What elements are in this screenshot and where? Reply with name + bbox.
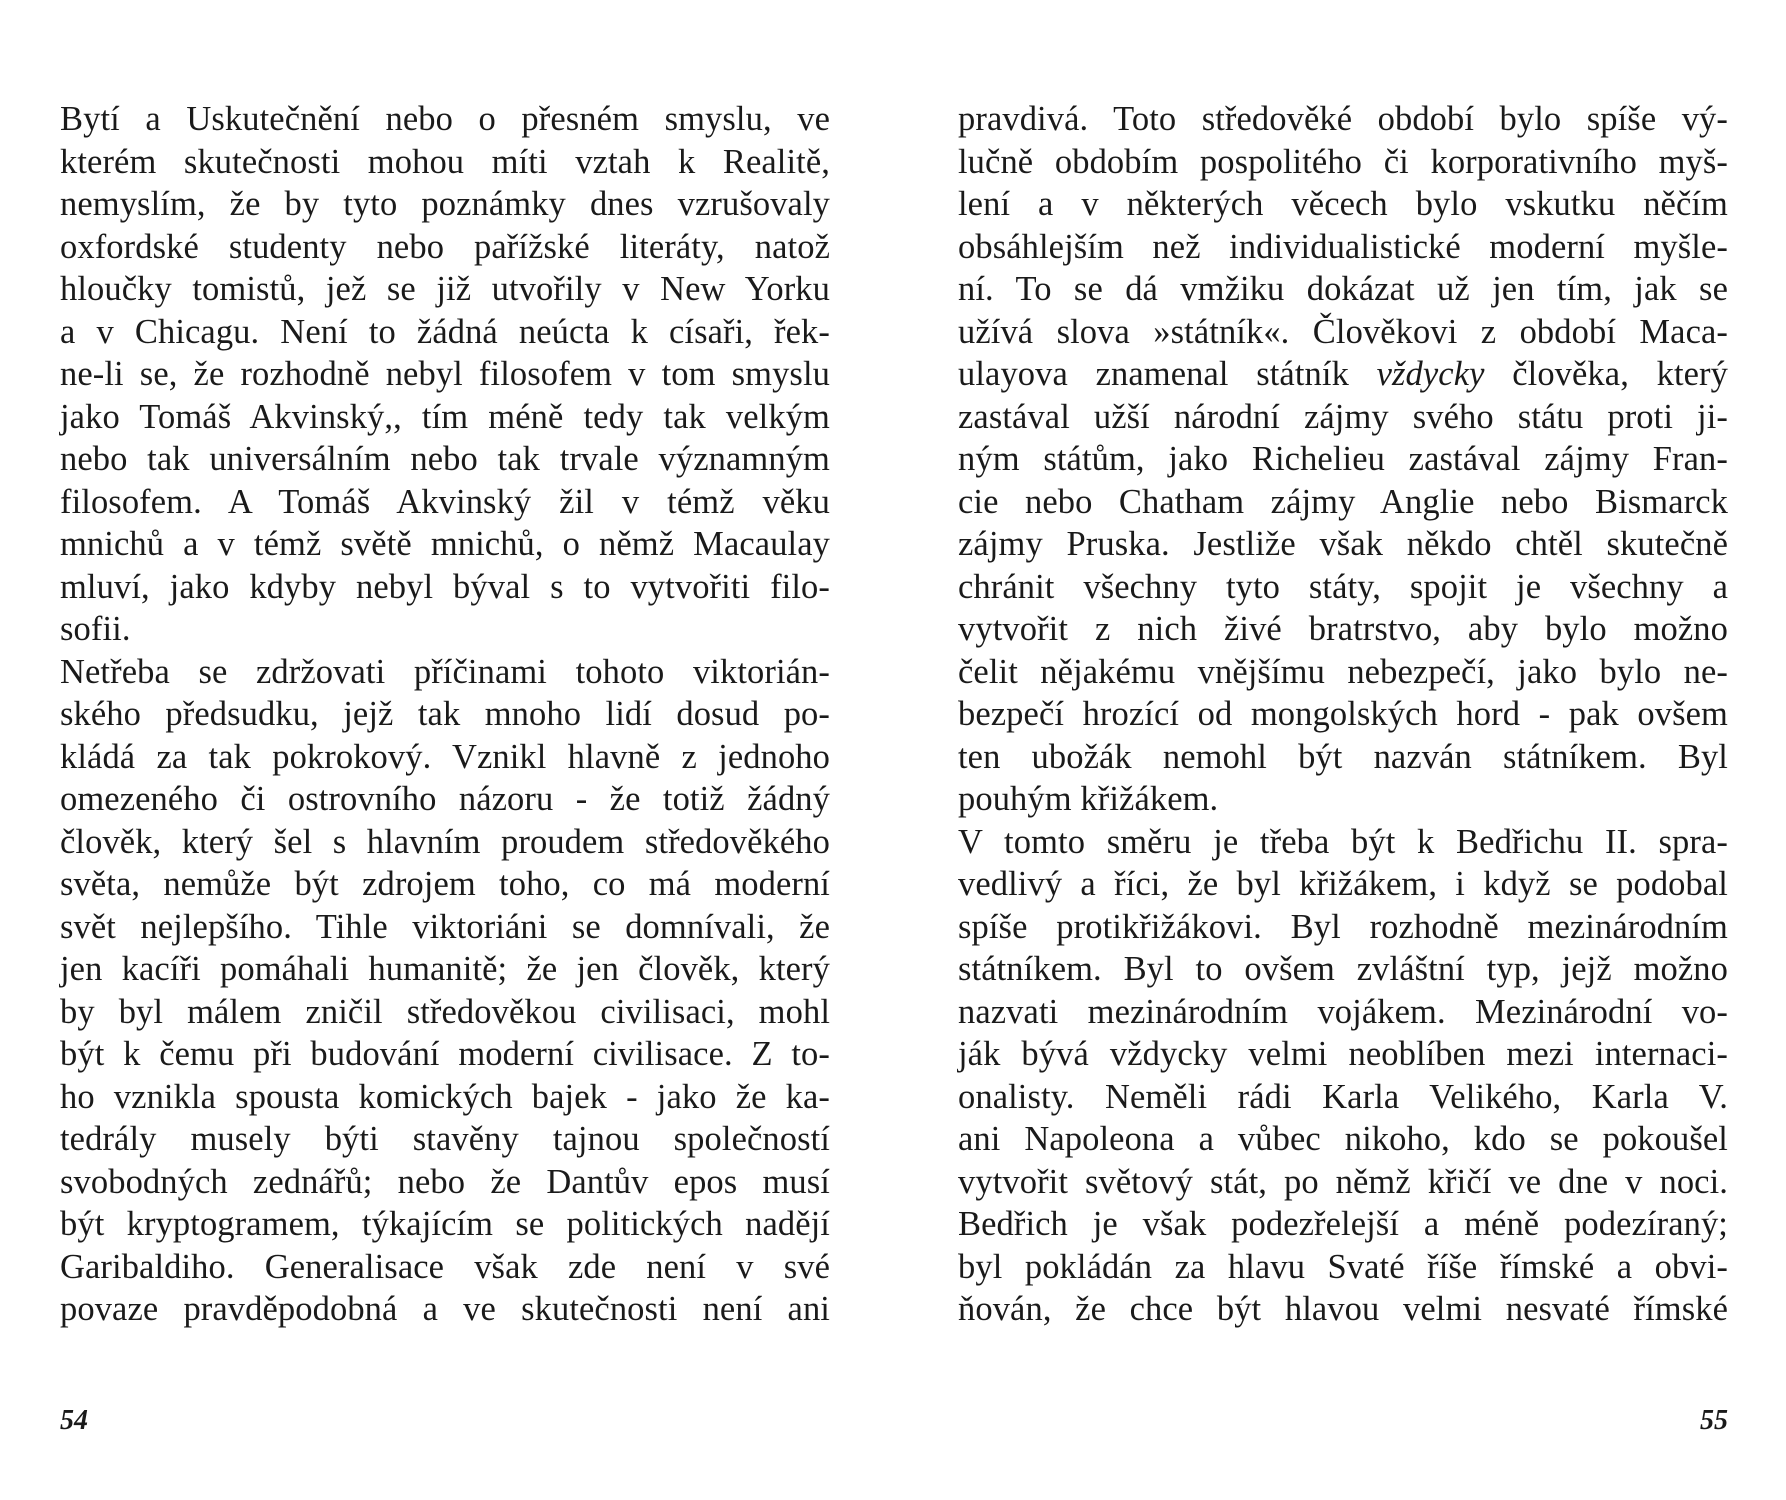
text-line: pravdivá. Toto středověké období bylo spíše vý- — [958, 100, 1728, 138]
text-line: jako Tomáš Akvinský,, tím méně tedy tak velkým — [60, 397, 830, 436]
text-line: svět nejlepšího. Tihle viktoriáni se domnívali, že — [60, 907, 830, 946]
text-segment: člověka, který — [1484, 355, 1728, 393]
text-line: Netřeba se zdržovati příčinami tohoto viktorián- — [60, 652, 830, 691]
text-line: bezpečí hrozící od mongolských hord - pak ovšem — [958, 695, 1728, 733]
emphasized-word: vždycky — [1376, 355, 1485, 393]
text-segment: ulayova znamenal státník — [958, 355, 1377, 393]
text-line: chránit všechny tyto státy, spojit je všechny a — [958, 567, 1728, 606]
text-line: pouhým křižákem. — [958, 780, 1219, 818]
text-line: ným státům, jako Richelieu zastával zájmy Fran- — [958, 440, 1728, 478]
text-line: vedlivý a říci, že byl křižákem, i když se podobal — [958, 865, 1728, 903]
text-line: člověk, který šel s hlavním proudem středověkého — [60, 822, 830, 861]
text-line: nebo tak universálním nebo tak trvale významným — [60, 440, 830, 478]
text-line: svobodných zednářů; nebo že Dantův epos musí — [60, 1162, 830, 1201]
text-line: ského předsudku, jejž tak mnoho lidí dosud po- — [60, 695, 830, 733]
right-page-text — [958, 98, 1728, 1331]
text-line: cie nebo Chatham zájmy Anglie nebo Bismarck — [958, 482, 1728, 521]
text-line: kterém skutečnosti mohou míti vztah k Realitě, — [60, 142, 830, 181]
text-line: ho vznikla spousta komických bajek - jako že ka- — [60, 1077, 830, 1116]
text-line: tedrály musely býti stavěny tajnou společností — [60, 1120, 830, 1158]
text-line: hloučky tomistů, jež se již utvořily v New Yorku — [60, 270, 830, 308]
text-line: Bedřich je však podezřelejší a méně podezíraný; — [958, 1205, 1728, 1243]
text-line: ani Napoleona a vůbec nikoho, kdo se pokoušel — [958, 1120, 1728, 1158]
text-line: sofii. — [60, 610, 131, 648]
text-line: mnichů a v témž světě mnichů, o němž Macaulay — [60, 525, 830, 563]
text-line: lučně obdobím pospolitého či korporativního myš- — [958, 142, 1728, 181]
text-line: být kryptogramem, týkajícím se politických nadějí — [60, 1205, 830, 1243]
text-line: lení a v některých věcech bylo vskutku něčím — [958, 185, 1728, 223]
text-line: ní. To se dá vmžiku dokázat už jen tím, jak se — [958, 270, 1728, 308]
text-line: ten ubožák nemohl být nazván státníkem. Byl — [958, 737, 1728, 776]
text-line: ne-li se, že rozhodně nebyl filosofem v tom smyslu — [60, 355, 830, 393]
text-line: mluví, jako kdyby nebyl býval s to vytvořiti filo- — [60, 567, 830, 606]
text-line: čelit nějakému vnějšímu nebezpečí, jako bylo ne- — [958, 652, 1728, 691]
text-line: zastával užší národní zájmy svého státu proti ji- — [958, 397, 1728, 436]
text-line: by byl málem zničil středověkou civilisaci, mohl — [60, 992, 830, 1031]
text-line: obsáhlejším než individualistické moderní myšle- — [958, 227, 1728, 266]
text-line: povaze pravděpodobná a ve skutečnosti není ani — [60, 1290, 830, 1328]
text-line: jen kacíři pomáhali humanitě; že jen člověk, který — [60, 950, 830, 988]
left-page-text — [60, 98, 830, 1331]
text-line: světa, nemůže být zdrojem toho, co má moderní — [60, 865, 830, 903]
text-line: ják bývá vždycky velmi neoblíben mezi internaci- — [958, 1035, 1728, 1073]
text-line: státníkem. Byl to ovšem zvláštní typ, jejž možno — [958, 950, 1728, 988]
text-line: nemyslím, že by tyto poznámky dnes vzrušovaly — [60, 185, 830, 223]
text-line: filosofem. A Tomáš Akvinský žil v témž věku — [60, 482, 830, 521]
text-line: zájmy Pruska. Jestliže však někdo chtěl skutečně — [958, 525, 1728, 563]
text-line: V tomto směru je třeba být k Bedřichu II. spra- — [958, 822, 1728, 861]
text-line: spíše protikřižákovi. Byl rozhodně mezinárodním — [958, 907, 1728, 946]
text-line: ňován, že chce být hlavou velmi nesvaté římské — [958, 1290, 1728, 1328]
text-line: onalisty. Neměli rádi Karla Velikého, Karla V. — [958, 1077, 1728, 1116]
text-line: byl pokládán za hlavu Svaté říše římské a obvi- — [958, 1247, 1728, 1286]
text-line: vytvořit z nich živé bratrstvo, aby bylo možno — [958, 610, 1728, 648]
text-line: vytvořit světový stát, po němž křičí ve dne v noci. — [958, 1162, 1728, 1201]
page-number-left: 54 — [60, 1405, 88, 1436]
text-line: Garibaldiho. Generalisace však zde není v své — [60, 1247, 830, 1286]
page-number-right: 55 — [1700, 1405, 1728, 1436]
text-line: být k čemu při budování moderní civilisace. Z to- — [60, 1035, 830, 1073]
text-line: Bytí a Uskutečnění nebo o přesném smyslu, ve — [60, 100, 830, 138]
text-line: oxfordské studenty nebo pařížské literáty, natož — [60, 227, 830, 266]
text-line: nazvati mezinárodním vojákem. Mezinárodní vo- — [958, 992, 1728, 1031]
text-line: a v Chicagu. Není to žádná neúcta k císaři, řek- — [60, 312, 830, 351]
text-line: kládá za tak pokrokový. Vznikl hlavně z jednoho — [60, 737, 830, 776]
text-line: užívá slova »státník«. Člověkovi z období Maca- — [958, 312, 1728, 351]
text-line-with-emphasis — [958, 353, 1728, 396]
text-line: omezeného či ostrovního názoru - že totiž žádný — [60, 780, 830, 818]
